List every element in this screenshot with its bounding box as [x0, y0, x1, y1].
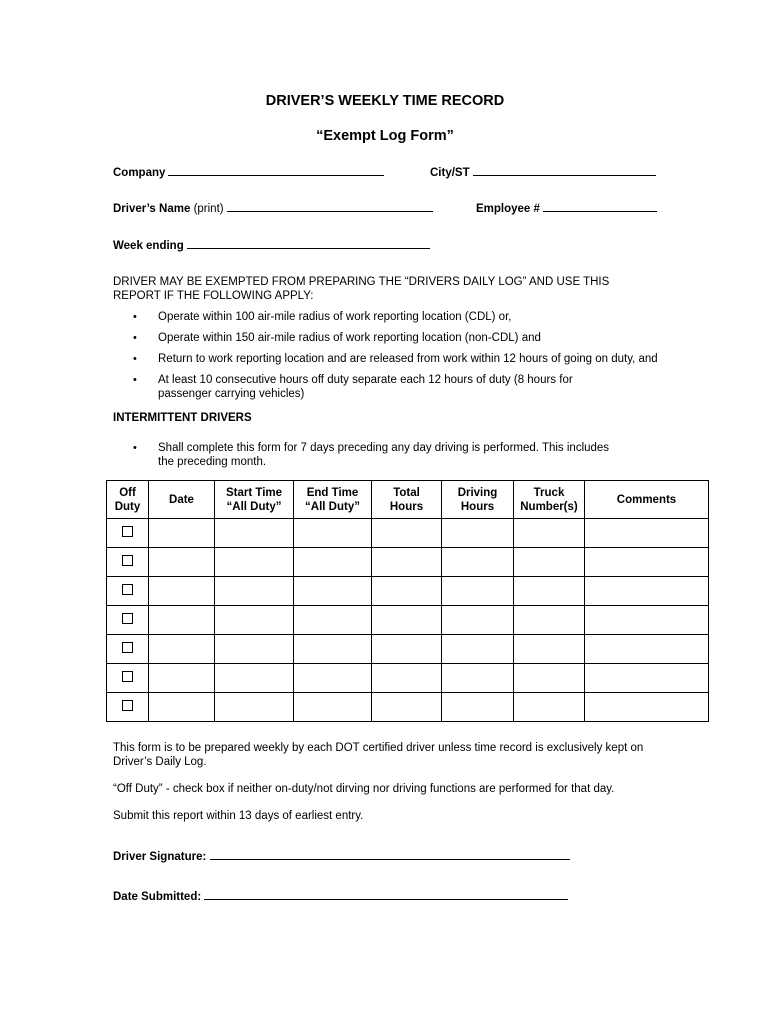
week-ending-input-line[interactable] — [187, 238, 430, 249]
driver-name-label: Driver’s Name — [113, 203, 191, 215]
start-time-cell[interactable] — [215, 577, 294, 606]
bullet-icon: • — [133, 353, 137, 365]
date-submitted-label: Date Submitted: — [113, 891, 202, 903]
off-duty-checkbox[interactable] — [122, 613, 133, 624]
driving-hours-cell[interactable] — [442, 548, 514, 577]
table-row — [107, 635, 709, 664]
col-comments: Comments — [585, 481, 709, 519]
comments-cell[interactable] — [585, 664, 709, 693]
total-hours-cell[interactable] — [372, 635, 442, 664]
week-ending-field-row — [113, 238, 430, 252]
truck-number-cell[interactable] — [514, 577, 585, 606]
col-date: Date — [149, 481, 215, 519]
intermittent-list — [113, 441, 658, 469]
driving-hours-cell[interactable] — [442, 519, 514, 548]
table-row — [107, 577, 709, 606]
list-item: • Operate within 100 air-mile radius of work reporting location (CDL) or, — [133, 311, 512, 323]
end-time-cell[interactable] — [294, 693, 372, 722]
comments-cell[interactable] — [585, 606, 709, 635]
end-time-cell[interactable] — [294, 635, 372, 664]
comments-cell[interactable] — [585, 548, 709, 577]
time-log-table — [106, 480, 709, 722]
driving-hours-cell[interactable] — [442, 693, 514, 722]
total-hours-cell[interactable] — [372, 548, 442, 577]
truck-number-cell[interactable] — [514, 548, 585, 577]
truck-number-cell[interactable] — [514, 635, 585, 664]
end-time-cell[interactable] — [294, 664, 372, 693]
city-input-line[interactable] — [473, 165, 656, 176]
company-input-line[interactable] — [168, 165, 384, 176]
off-duty-cell — [107, 548, 149, 577]
end-time-cell[interactable] — [294, 548, 372, 577]
table-row — [107, 693, 709, 722]
driving-hours-cell[interactable] — [442, 606, 514, 635]
col-truck-numbers: Truck Number(s) — [514, 481, 585, 519]
comments-cell[interactable] — [585, 693, 709, 722]
comments-cell[interactable] — [585, 577, 709, 606]
list-item: • Return to work reporting location and are released from work within 12 hours of going on duty, and — [133, 353, 658, 365]
total-hours-cell[interactable] — [372, 664, 442, 693]
off-duty-cell — [107, 519, 149, 548]
end-time-cell[interactable] — [294, 519, 372, 548]
truck-number-cell[interactable] — [514, 606, 585, 635]
list-item: • Shall complete this form for 7 days preceding any day driving is performed. This includes the preceding month. — [133, 442, 610, 468]
col-total-hours: Total Hours — [372, 481, 442, 519]
form-subtitle: “Exempt Log Form” — [316, 128, 454, 144]
off-duty-checkbox[interactable] — [122, 584, 133, 595]
date-cell[interactable] — [149, 664, 215, 693]
off-duty-checkbox[interactable] — [122, 555, 133, 566]
date-cell[interactable] — [149, 519, 215, 548]
driver-name-hint: (print) — [193, 203, 224, 215]
start-time-cell[interactable] — [215, 664, 294, 693]
col-driving-hours: Driving Hours — [442, 481, 514, 519]
employee-field-row — [476, 201, 657, 215]
bullet-icon: • — [133, 311, 137, 323]
city-field-row — [430, 165, 656, 179]
total-hours-cell[interactable] — [372, 519, 442, 548]
off-duty-checkbox[interactable] — [122, 700, 133, 711]
bullet-icon: • — [133, 442, 137, 454]
list-item: • At least 10 consecutive hours off duty separate each 12 hours of duty (8 hours for passenger carrying vehicles) — [133, 374, 573, 400]
driving-hours-cell[interactable] — [442, 635, 514, 664]
off-duty-cell — [107, 664, 149, 693]
note-off-duty: “Off Duty” - check box if neither on-duty/not dirving nor driving functions are performed for that day. — [113, 783, 615, 795]
driver-signature-line[interactable] — [210, 849, 570, 860]
start-time-cell[interactable] — [215, 635, 294, 664]
off-duty-cell — [107, 577, 149, 606]
table-row — [107, 548, 709, 577]
date-submitted-line[interactable] — [204, 889, 568, 900]
driving-hours-cell[interactable] — [442, 664, 514, 693]
driver-name-input-line[interactable] — [227, 201, 433, 212]
date-cell[interactable] — [149, 693, 215, 722]
truck-number-cell[interactable] — [514, 519, 585, 548]
bullet-icon: • — [133, 332, 137, 344]
date-submitted-row — [113, 889, 568, 903]
truck-number-cell[interactable] — [514, 664, 585, 693]
list-item: • Operate within 150 air-mile radius of work reporting location (non-CDL) and — [133, 332, 541, 344]
off-duty-cell — [107, 606, 149, 635]
driver-name-field-row — [113, 201, 433, 215]
col-end-time: End Time “All Duty” — [294, 481, 372, 519]
col-off-duty: Off Duty — [107, 481, 149, 519]
end-time-cell[interactable] — [294, 577, 372, 606]
city-label: City/ST — [430, 167, 470, 179]
company-field-row — [113, 165, 384, 179]
date-cell[interactable] — [149, 548, 215, 577]
table-row — [107, 519, 709, 548]
truck-number-cell[interactable] — [514, 693, 585, 722]
employee-label: Employee # — [476, 203, 540, 215]
table-row — [107, 664, 709, 693]
off-duty-checkbox[interactable] — [122, 642, 133, 653]
start-time-cell[interactable] — [215, 548, 294, 577]
employee-input-line[interactable] — [543, 201, 657, 212]
note-prepare-weekly: This form is to be prepared weekly by each DOT certified driver unless time record is exclusively kept on Driver’s Daily Log. — [113, 742, 644, 768]
date-cell[interactable] — [149, 577, 215, 606]
company-label: Company — [113, 167, 166, 179]
start-time-cell[interactable] — [215, 519, 294, 548]
date-cell[interactable] — [149, 606, 215, 635]
bullet-icon: • — [133, 374, 137, 386]
off-duty-cell — [107, 693, 149, 722]
week-ending-label: Week ending — [113, 240, 184, 252]
total-hours-cell[interactable] — [372, 606, 442, 635]
comments-cell[interactable] — [585, 635, 709, 664]
exemption-list — [113, 310, 658, 401]
end-time-cell[interactable] — [294, 606, 372, 635]
col-start-time: Start Time “All Duty” — [215, 481, 294, 519]
intermittent-heading: INTERMITTENT DRIVERS — [113, 412, 252, 424]
comments-cell[interactable] — [585, 519, 709, 548]
date-cell[interactable] — [149, 635, 215, 664]
driver-signature-label: Driver Signature: — [113, 851, 207, 863]
start-time-cell[interactable] — [215, 606, 294, 635]
off-duty-checkbox[interactable] — [122, 671, 133, 682]
driving-hours-cell[interactable] — [442, 577, 514, 606]
table-header-row — [107, 481, 709, 519]
driver-signature-row — [113, 849, 570, 863]
off-duty-cell — [107, 635, 149, 664]
start-time-cell[interactable] — [215, 693, 294, 722]
note-submit: Submit this report within 13 days of earliest entry. — [113, 810, 364, 822]
total-hours-cell[interactable] — [372, 693, 442, 722]
table-row — [107, 606, 709, 635]
form-title: DRIVER’S WEEKLY TIME RECORD — [265, 93, 505, 109]
total-hours-cell[interactable] — [372, 577, 442, 606]
off-duty-checkbox[interactable] — [122, 526, 133, 537]
exemption-intro: DRIVER MAY BE EXEMPTED FROM PREPARING THE “DRIVERS DAILY LOG” AND USE THIS REPORT IF THE FOLLOWING APPLY: — [113, 276, 610, 302]
